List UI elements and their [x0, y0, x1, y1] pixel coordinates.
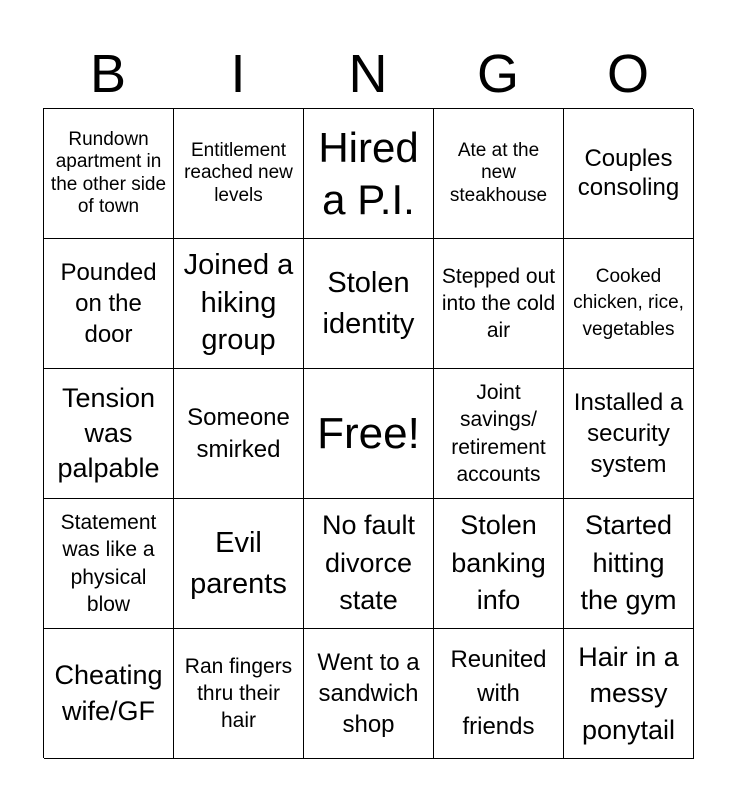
bingo-cell[interactable]	[304, 369, 434, 499]
cell-text: Tension was palpable	[57, 382, 160, 484]
bingo-cell[interactable]	[174, 109, 304, 239]
cell-text: Ran fingers thru their hair	[184, 654, 293, 733]
cell-text: Stepped out into the cold air	[441, 264, 556, 343]
bingo-cell[interactable]	[174, 629, 304, 759]
cell-text: Went to a sandwich shop	[317, 648, 420, 739]
bingo-cell[interactable]	[434, 629, 564, 759]
bingo-cell[interactable]	[44, 499, 174, 629]
header-letter-n: N	[348, 44, 388, 104]
bingo-cell[interactable]	[44, 629, 174, 759]
bingo-cell[interactable]	[564, 109, 694, 239]
cell-text: Rundown apartment in the other side of town	[50, 128, 167, 217]
bingo-cell[interactable]	[304, 239, 434, 369]
bingo-cell[interactable]	[174, 239, 304, 369]
header-letter-b: B	[89, 44, 127, 104]
cell-text: Couples consoling	[577, 145, 680, 201]
bingo-cell[interactable]	[44, 239, 174, 369]
header-letter-i: I	[230, 44, 246, 104]
cell-text: Ate at the new steakhouse	[449, 139, 548, 206]
cell-text: Stolen banking info	[451, 509, 546, 616]
header-letter-g: G	[476, 44, 519, 104]
cell-text: Someone smirked	[187, 404, 290, 463]
bingo-cell[interactable]	[174, 369, 304, 499]
bingo-cell[interactable]	[564, 239, 694, 369]
cell-text: Cheating wife/GF	[54, 660, 163, 726]
bingo-cell[interactable]	[304, 629, 434, 759]
cell-text: Cooked chicken, rice, vegetables	[573, 265, 684, 340]
cell-text: Hired a P.I.	[318, 124, 419, 223]
bingo-board	[43, 108, 693, 758]
cell-text: Entitlement reached new levels	[184, 139, 293, 206]
cell-text: Free!	[317, 408, 420, 458]
bingo-cell[interactable]	[44, 369, 174, 499]
cell-text: Stolen identity	[322, 266, 415, 340]
cell-text: No fault divorce state	[321, 509, 416, 616]
cell-text: Reunited with friends	[450, 646, 547, 741]
cell-text: Joint savings/ retirement accounts	[451, 380, 546, 486]
cell-text: Evil parents	[190, 526, 287, 600]
bingo-cell[interactable]	[44, 109, 174, 239]
bingo-cell[interactable]	[174, 499, 304, 629]
bingo-cell[interactable]	[434, 369, 564, 499]
cell-text: Installed a security system	[573, 388, 684, 479]
header-letter-o: O	[606, 44, 649, 104]
bingo-cell[interactable]	[304, 109, 434, 239]
bingo-cell[interactable]	[564, 499, 694, 629]
cell-text: Statement was like a physical blow	[60, 510, 157, 616]
cell-text: Pounded on the door	[60, 258, 157, 349]
bingo-cell[interactable]	[434, 499, 564, 629]
bingo-cell[interactable]	[564, 369, 694, 499]
cell-text: Joined a hiking group	[183, 248, 294, 357]
bingo-cell[interactable]	[564, 629, 694, 759]
cell-text: Started hitting the gym	[580, 509, 677, 616]
cell-text: Hair in a messy ponytail	[578, 641, 679, 745]
bingo-header	[43, 40, 693, 108]
bingo-cell[interactable]	[434, 109, 564, 239]
bingo-cell[interactable]	[434, 239, 564, 369]
bingo-cell[interactable]	[304, 499, 434, 629]
